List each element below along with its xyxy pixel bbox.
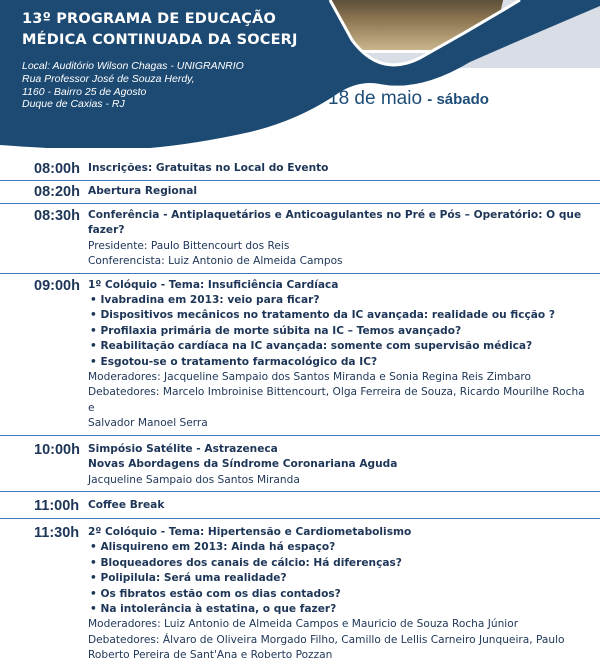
location-line: 1160 - Bairro 25 de Agosto <box>22 85 147 98</box>
location-line: Local: Auditório Wilson Chagas - UNIGRANRIO <box>22 60 244 72</box>
session-title: Simpósio Satélite - Astrazeneca <box>88 442 278 455</box>
session-detail: Debatedores: Álvaro de Oliveira Morgado Filho, Camillo de Lellis Carneiro Junqueira, Paulo <box>88 633 565 646</box>
schedule-content <box>88 525 600 664</box>
header <box>0 0 600 148</box>
topic-bullet: • Ivabradina em 2013: veio para ficar? <box>88 293 594 308</box>
session-title: Coffee Break <box>88 498 165 511</box>
schedule-row <box>0 519 600 667</box>
schedule-row <box>0 148 600 181</box>
topic-bullet: • Alisquireno em 2013: Ainda há espaço? <box>88 540 594 555</box>
schedule-row <box>0 204 600 274</box>
session-detail: Moderadores: Luiz Antonio de Almeida Campos e Mauricio de Souza Rocha Júnior <box>88 618 519 631</box>
schedule-row <box>0 492 600 519</box>
session-title: Abertura Regional <box>88 185 198 197</box>
topic-bullet: • Reabilitação cardíaca na IC avançada: somente com supervisão médica? <box>88 339 594 354</box>
session-title: 2º Colóquio - Tema: Hipertensão e Cardiometabolismo <box>88 525 412 538</box>
topic-bullet: • Os fibratos estão com os dias contados? <box>88 587 594 602</box>
session-detail: Conferencista: Luiz Antonio de Almeida Campos <box>88 255 343 268</box>
date-day: 18 de maio <box>328 88 423 109</box>
schedule-row <box>0 274 600 436</box>
event-date <box>328 88 489 110</box>
schedule-content <box>88 208 600 270</box>
session-detail: Moderadores: Jacqueline Sampaio dos Santos Miranda e Sonia Regina Reis Zimbaro <box>88 371 532 384</box>
session-title: 1º Colóquio - Tema: Insuficiência Cardíaca <box>88 278 339 291</box>
schedule-row <box>0 436 600 492</box>
schedule-content <box>88 442 600 488</box>
schedule-time: 08:20h <box>34 184 80 200</box>
schedule-time: 08:00h <box>34 161 80 177</box>
schedule-content <box>88 278 600 432</box>
topic-bullet: • Dispositivos mecânicos no tratamento da IC avançada: realidade ou ficção ? <box>88 308 594 323</box>
schedule-content <box>88 184 600 200</box>
location-line: Duque de Caxias - RJ <box>22 98 125 111</box>
session-detail: Presidente: Paulo Bittencourt dos Reis <box>88 239 290 252</box>
schedule-time: 11:00h <box>34 497 80 514</box>
schedule-time: 11:30h <box>34 524 80 541</box>
title-line-2: MÉDICA CONTINUADA DA SOCERJ <box>22 32 298 48</box>
date-weekday: - sábado <box>427 91 489 108</box>
location-block <box>22 60 244 111</box>
topic-bullet: • Bloqueadores dos canais de cálcio: Há diferenças? <box>88 556 594 571</box>
program-title <box>22 9 298 51</box>
session-detail: Debatedores: Marcelo Imbroinise Bittencourt, Olga Ferreira de Souza, Ricardo Mourilhe Rocha e <box>88 386 585 414</box>
topic-bullet: • Esgotou-se o tratamento farmacológico da IC? <box>88 355 594 370</box>
session-subtitle: Novas Abordagens da Síndrome Coronariana Aguda <box>88 458 398 471</box>
topic-bullet: • Na intolerância à estatina, o que fazer? <box>88 602 594 617</box>
session-title: Inscrições: Gratuitas no Local do Evento <box>88 162 329 174</box>
topic-bullet: • Polipilula: Será uma realidade? <box>88 571 594 586</box>
schedule <box>0 148 600 667</box>
session-title: Conferência - Antiplaquetários e Anticoagulantes no Pré e Pós – Operatório: O que fazer? <box>88 209 582 237</box>
session-detail: Salvador Manoel Serra <box>88 417 208 430</box>
schedule-time: 10:00h <box>34 441 80 458</box>
schedule-time: 08:30h <box>34 208 80 224</box>
title-line-1: 13º PROGRAMA DE EDUCAÇÃO <box>22 11 277 27</box>
session-detail: Jacqueline Sampaio dos Santos Miranda <box>88 473 300 486</box>
session-detail: Roberto Pereira de Sant'Ana e Roberto Pozzan <box>88 649 333 662</box>
schedule-row <box>0 181 600 204</box>
schedule-content <box>88 498 600 514</box>
schedule-content <box>88 161 600 177</box>
location-line: Rua Professor José de Souza Herdy, <box>22 72 195 85</box>
topic-bullet: • Profilaxia primária de morte súbita na IC – Temos avançado? <box>88 324 594 339</box>
schedule-time: 09:00h <box>34 277 80 294</box>
